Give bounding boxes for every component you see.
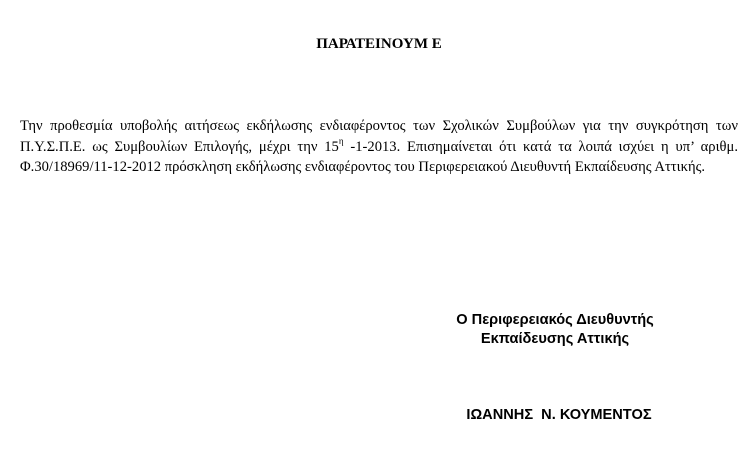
document-heading <box>0 36 748 53</box>
signature-title-line1: Ο Περιφερειακός Διευθυντής <box>456 312 654 328</box>
date-ordinal-superscript: η <box>338 135 344 146</box>
signature-title-line2: Εκπαίδευσης Αττικής <box>480 331 630 347</box>
heading-text: ΠΑΡΑΤΕΙΝΟΥΜ Ε <box>316 36 442 52</box>
body-paragraph <box>20 116 738 178</box>
body-text-after: -1-2013. Επισημαίνεται ότι κατά τα λοιπά ισχύει η υπ’ αριθμ. Φ.30/18969/11-12-2012 πρόσκληση εκδήλωσης ενδιαφέροντος του Περιφερειακού Διευθυντή Εκπαίδευσης Αττικής. <box>20 138 738 175</box>
signatory-name: ΙΩΑΝΝΗΣ Ν. ΚΟΥΜΕΝΤΟΣ <box>466 407 652 423</box>
signature-title <box>420 311 690 349</box>
body-text-before: Την προθεσμία υποβολής αιτήσεως εκδήλωσης ενδιαφέροντος των Σχολικών Συμβούλων για την συγκρότηση των Π.Υ.Σ.Π.Ε. ως Συμβουλίων Επιλογής, μέχρι την 15 <box>20 118 738 155</box>
